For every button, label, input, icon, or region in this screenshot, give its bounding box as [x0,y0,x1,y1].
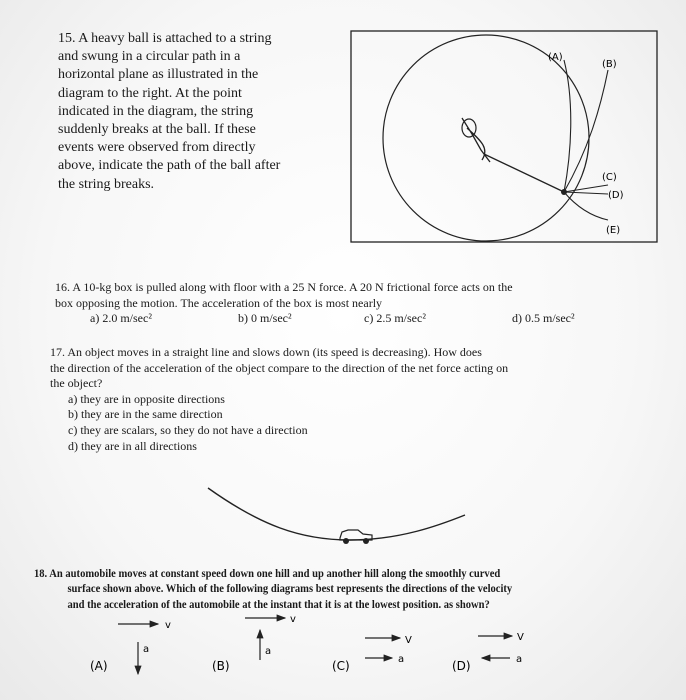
q18-answer-diagrams [80,612,640,694]
question-16 [55,280,615,327]
q17-option-b: b) they are in the same direction [68,407,223,422]
q18-line-2: surface shown above. Which of the following diagrams best represents the directions of the velocity [67,581,513,596]
choice-A-diagram [90,620,171,674]
a-label: a [143,644,150,655]
circular-path-diagram [350,30,660,245]
q15-line: the string breaks. [58,176,155,192]
q16-answer-b: b) 0 m/sec² [238,311,292,326]
question-17 [50,345,610,454]
q18-line-3: and the acceleration of the automobile at the instant that it is at the lowest position. as shown? [67,596,490,611]
a-label: a [516,654,523,665]
label-D: (D) [608,190,624,201]
q16-line-1: 16. A 10-kg box is pulled along with floor with a 25 N force. A 20 N frictional force acts on the [55,280,513,294]
path-C [564,185,608,192]
label-A: (A) [548,52,563,63]
curved-surface [208,488,465,540]
circular-path [383,35,589,241]
choice-D-diagram [452,632,524,673]
q17-line-2: the direction of the acceleration of the object compare to the direction of the net force acting on [50,360,509,375]
v-label: V [517,632,524,643]
q15-line: horizontal plane as illustrated in the [58,67,259,83]
q15-line: above, indicate the path of the ball after [58,158,281,174]
choice-C-diagram [332,635,412,673]
q17-line-1: 17. An object moves in a straight line and slows down (its speed is decreasing). How does [50,345,482,359]
choice-B-diagram [212,614,296,673]
q18-line-1: 18. An automobile moves at constant speed down one hill and up another hill along the smoothly curved [34,566,501,580]
choice-A-label: (A) [90,659,108,673]
question-15 [58,30,358,194]
string [484,154,564,192]
a-label: a [265,646,272,657]
q15-line: suddenly breaks at the ball. If these [58,122,256,138]
q16-answer-c: c) 2.5 m/sec² [364,311,426,326]
a-label: a [398,654,405,665]
q15-line: diagram to the right. At the point [58,85,242,101]
choice-C-label: (C) [332,659,350,673]
q16-answer-d: d) 0.5 m/sec² [512,311,575,326]
q15-line: 15. A heavy ball is attached to a string [58,31,272,46]
label-C: (C) [602,172,617,183]
v-label: V [405,635,412,646]
label-E: (E) [606,225,621,236]
v-label: v [290,614,296,625]
car-icon [340,530,372,544]
q15-line: and swung in a circular path in a [58,49,241,65]
path-D [564,192,608,194]
choice-D-label: (D) [452,659,471,673]
q17-line-3: the object? [50,376,103,391]
path-A [564,60,571,192]
hill-diagram [200,480,480,560]
q15-line: indicated in the diagram, the string [58,103,254,119]
q17-option-a: a) they are in opposite directions [68,391,225,406]
question-18 [34,566,580,612]
choice-B-label: (B) [212,659,230,673]
v-label: v [165,620,171,631]
q15-line: events were observed from directly [58,140,256,156]
q17-option-d: d) they are in all directions [68,438,197,453]
q17-option-c: c) they are scalars, so they do not have a direction [68,422,308,437]
label-B: (B) [602,59,617,70]
q16-line-2: box opposing the motion. The acceleration of the box is most nearly [55,295,383,310]
q16-answer-a: a) 2.0 m/sec² [90,311,152,326]
